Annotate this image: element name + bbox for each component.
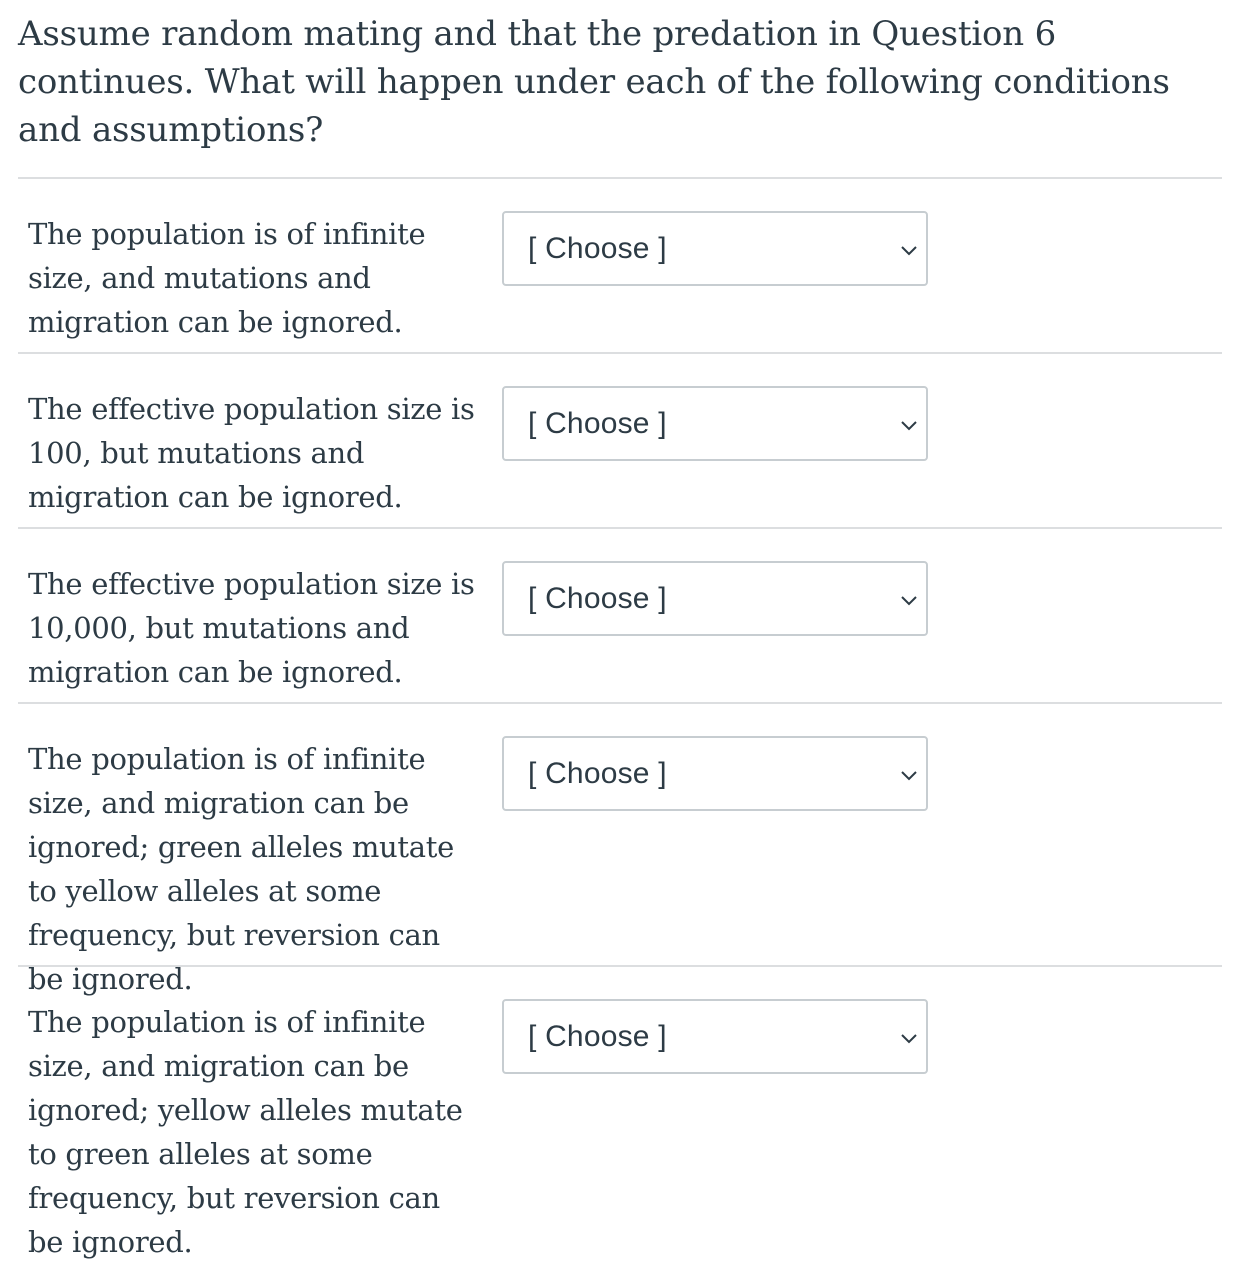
row-label: The population is of infinite size, and migration can be ignored; green alleles mutate to yellow alleles at some frequency, but reversion can be ignored. — [28, 742, 454, 996]
answer-select[interactable] — [502, 999, 928, 1074]
chevron-down-icon — [900, 1030, 918, 1048]
chevron-down-icon — [900, 767, 918, 785]
chevron-down-icon — [900, 242, 918, 260]
matching-list — [18, 177, 1222, 1259]
row-label: The effective population size is 100, but mutations and migration can be ignored. — [28, 392, 475, 514]
select-value: [ Choose ] — [528, 406, 667, 440]
matching-row — [18, 354, 1222, 529]
chevron-down-icon — [900, 592, 918, 610]
matching-row — [18, 704, 1222, 996]
chevron-down-icon — [900, 417, 918, 435]
question-text: Assume random mating and that the predation in Question 6 continues. What will happen under each of the following conditions and assumptions? — [18, 14, 1170, 150]
matching-row — [18, 529, 1222, 704]
select-value: [ Choose ] — [528, 756, 667, 790]
matching-row — [18, 179, 1222, 354]
matching-row — [18, 967, 1222, 1259]
select-value: [ Choose ] — [528, 1019, 667, 1053]
answer-select[interactable] — [502, 386, 928, 461]
row-label: The effective population size is 10,000, but mutations and migration can be ignored. — [28, 567, 475, 689]
select-value: [ Choose ] — [528, 231, 667, 265]
row-label: The population is of infinite size, and migration can be ignored; yellow alleles mutate to green alleles at some frequency, but reversion can be ignored. — [28, 1005, 463, 1259]
select-value: [ Choose ] — [528, 581, 667, 615]
answer-select[interactable] — [502, 736, 928, 811]
answer-select[interactable] — [502, 561, 928, 636]
answer-select[interactable] — [502, 211, 928, 286]
row-label: The population is of infinite size, and mutations and migration can be ignored. — [28, 217, 426, 339]
